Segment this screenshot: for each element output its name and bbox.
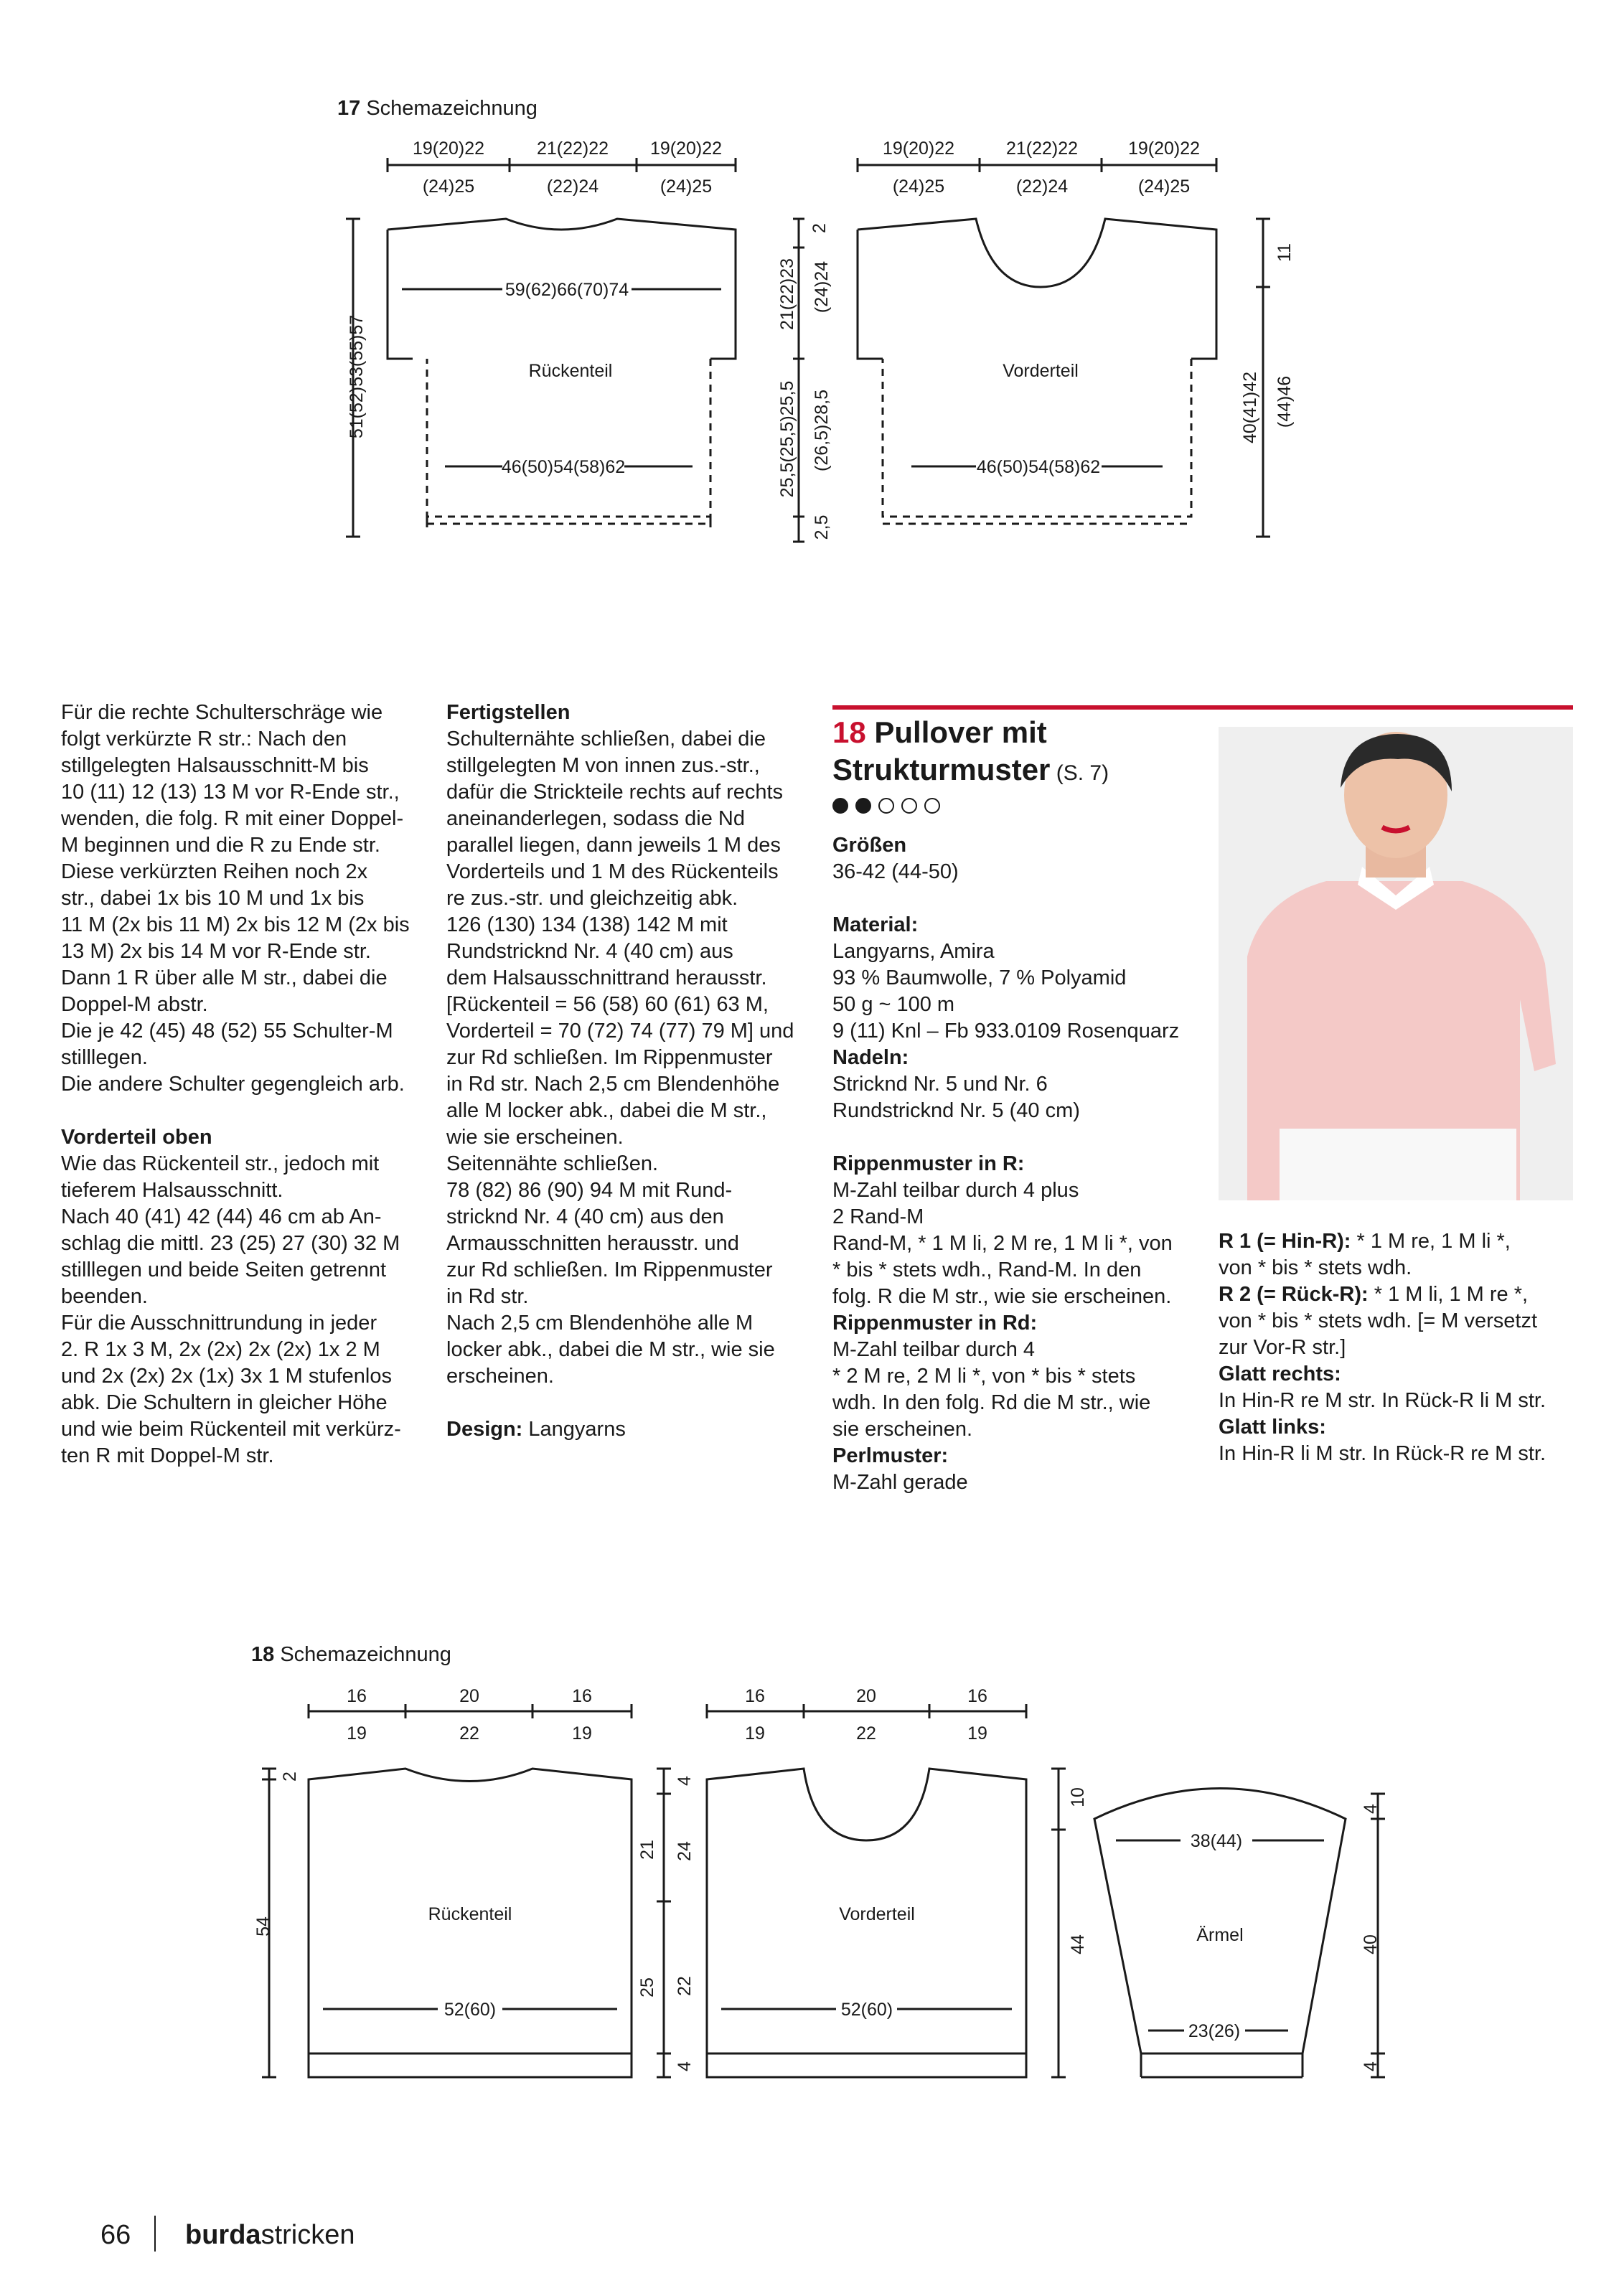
body-paragraph: In Hin-R re M str. In Rück-R li M str.: [1219, 1389, 1546, 1412]
section-heading: Material:: [832, 913, 919, 936]
d17-front-top1-a: 19(20)22: [882, 138, 955, 159]
d17-back-label: Rückenteil: [528, 361, 613, 381]
body-paragraph: Wie das Rückenteil str., jedoch mit tieferem Halsausschnitt. Nach 40 (41) 42 (44) 46 cm ab An- schlag die mittl. 23 (25) 27 (30) 32 M stilllegen und beide Seiten getrennt beenden. Für die Ausschnittrundung in jeder 2. R 1x 3 M, 2x (2x) 2x (2x) 1x 2 M und 2x (2x) 2x (1x) 3x 1 M stufenlos abk. Die Schultern in gleicher Höhe und wie beim Rückenteil mit verkürz- ten R mit Doppel-M str.: [61, 1152, 401, 1467]
d18-back-top2-a: 19: [347, 1723, 367, 1744]
footer-divider: [154, 2216, 156, 2252]
d17-mid-b: 21(22)23: [777, 258, 797, 331]
d17-front-label: Vorderteil: [1003, 361, 1079, 381]
d17-front-r1: 11: [1275, 243, 1295, 262]
d18-sleeve-top: 38(44): [1190, 1831, 1243, 1851]
d17-back-top2-a: (24)25: [422, 177, 475, 197]
d17-mid-a: 2: [809, 223, 830, 233]
d18-back-top1-a: 16: [347, 1686, 367, 1706]
section-heading: Vorderteil oben: [61, 1126, 212, 1149]
d18-back-label: Rückenteil: [428, 1904, 512, 1924]
d17-front-r3: (44)46: [1275, 375, 1295, 428]
d18-back-neck: 2: [280, 1772, 300, 1782]
d17-mid-c: (24)24: [812, 260, 832, 314]
d17-front-hem: 46(50)54(58)62: [976, 457, 1101, 477]
d18-sleeve-r2: 40: [1361, 1934, 1381, 1954]
diagram18-caption: 18 Schemazeichnung: [251, 1643, 451, 1666]
section-heading: Rippenmuster in Rd:: [832, 1312, 1038, 1335]
d18-mid-c: 24: [675, 1841, 695, 1861]
d17-mid-e: (26,5)28,5: [812, 390, 832, 471]
section-heading: Größen: [832, 834, 907, 857]
section-heading: Nadeln:: [832, 1046, 909, 1069]
d18-front-top1-a: 16: [745, 1686, 765, 1706]
d18-mid-a: 4: [675, 1776, 695, 1786]
d17-back-hem: 46(50)54(58)62: [501, 457, 626, 477]
d18-back-left: 54: [253, 1916, 273, 1937]
section-heading: Glatt links:: [1219, 1416, 1326, 1439]
inline-label: R 2 (= Rück-R):: [1219, 1283, 1369, 1306]
body-paragraph: In Hin-R li M str. In Rück-R re M str.: [1219, 1442, 1546, 1465]
section-heading: Rippenmuster in R:: [832, 1152, 1025, 1175]
d17-back-top1-c: 19(20)22: [649, 138, 723, 159]
d17-front-top1-b: 21(22)22: [1005, 138, 1079, 159]
inline-text: * 1 M li, 1 M re *, von * bis * stets wdh. [= M versetzt zur Vor-R str.]: [1219, 1283, 1538, 1359]
magazine-brand: burdastricken: [185, 2220, 355, 2250]
d18-front-top2-a: 19: [745, 1723, 765, 1744]
d18-front-top2-c: 19: [967, 1723, 987, 1744]
d18-front-r2: 44: [1068, 1934, 1088, 1954]
body-paragraph: M-Zahl gerade: [832, 1471, 968, 1494]
d18-front-top2-b: 22: [856, 1723, 876, 1744]
d17-back-top1-b: 21(22)22: [536, 138, 609, 159]
body-paragraph: Schulternähte schließen, dabei die stillgelegten M von innen zus.-str., dafür die Strickteile rechts auf rechts aneinanderlegen, sodass die Nd parallel liegen, dann jeweils 1 M des Vorderteils und 1 M des Rückenteils re zus.-str. und gleichzeitig abk. 126 (130) 134 (138) 142 M mit Rundstricknd Nr. 4 (40 cm) aus dem Halsausschnittrand herausstr. [Rückenteil = 56 (58) 60 (61) 63 M, Vorderteil = 70 (72) 74 (77) 79 M] und zur Rd schließen. Im Rippenmuster in Rd str. Nach 2,5 cm Blendenhöhe alle M locker abk., dabei die M str., wie sie erscheinen. Seitennähte schließen. 78 (82) 86 (90) 94 M mit Rund- stricknd Nr. 4 (40 cm) aus den Armausschnitten herausstr. und zur Rd schließen. Im Rippenmuster in Rd str. Nach 2,5 cm Blendenhöhe alle M locker abk., dabei die M str., wie sie erscheinen.: [446, 728, 794, 1388]
inline-text: * 1 M re, 1 M li *, von * bis * stets wdh.: [1219, 1230, 1511, 1279]
d17-mid-d: 25,5(25,5)25,5: [777, 380, 797, 498]
d17-back-top2-b: (22)24: [546, 177, 599, 197]
section-heading: Glatt rechts:: [1219, 1363, 1341, 1385]
d18-sleeve-bottom: 23(26): [1188, 2021, 1241, 2041]
inline-label: Design:: [446, 1418, 523, 1441]
body-paragraph: Stricknd Nr. 5 und Nr. 6 Rundstricknd Nr. 5 (40 cm): [832, 1073, 1080, 1122]
d18-sleeve-label: Ärmel: [1196, 1925, 1244, 1945]
d18-mid-f: 4: [675, 2061, 695, 2071]
d18-front-hem: 52(60): [840, 2000, 893, 2020]
inline-label: R 1 (= Hin-R):: [1219, 1230, 1351, 1253]
d17-front-top1-c: 19(20)22: [1127, 138, 1201, 159]
d17-back-width: 59(62)66(70)74: [504, 280, 629, 300]
d18-mid-b: 21: [637, 1840, 657, 1860]
d17-mid-f: 2,5: [812, 514, 832, 540]
d18-back-top1-b: 20: [459, 1686, 479, 1706]
d17-back-top2-c: (24)25: [660, 177, 713, 197]
d17-front-top2-b: (22)24: [1015, 177, 1069, 197]
page-number: 66: [100, 2220, 131, 2250]
d18-back-top2-c: 19: [572, 1723, 592, 1744]
pattern-title: 18 Pullover mit Strukturmuster (S. 7): [832, 715, 1109, 786]
d18-sleeve-r1: 4: [1361, 1804, 1381, 1814]
d18-back-top2-b: 22: [459, 1723, 479, 1744]
d17-front-top2-c: (24)25: [1137, 177, 1191, 197]
d18-front-top1-b: 20: [856, 1686, 876, 1706]
section-heading: Perlmuster:: [832, 1444, 949, 1467]
d17-back-top1-a: 19(20)22: [412, 138, 485, 159]
section-heading: Fertigstellen: [446, 701, 571, 724]
d17-back-left: 51(52)53(55)57: [347, 314, 367, 439]
d18-back-hem: 52(60): [443, 2000, 497, 2020]
d17-front-r2: 40(41)42: [1240, 371, 1260, 444]
inline-text: Langyarns: [522, 1418, 626, 1441]
body-paragraph: M-Zahl teilbar durch 4 * 2 M re, 2 M li *, von * bis * stets wdh. In den folg. Rd die M str., wie sie erscheinen.: [832, 1338, 1151, 1441]
body-paragraph: M-Zahl teilbar durch 4 plus 2 Rand-M Rand-M, * 1 M li, 2 M re, 1 M li *, von * bis * stets wdh., Rand-M. In den folg. R die M str., wie sie erscheinen.: [832, 1179, 1173, 1308]
d18-mid-e: 22: [675, 1976, 695, 1996]
body-paragraph: 36-42 (44-50): [832, 860, 959, 883]
d18-front-r1: 10: [1068, 1787, 1088, 1807]
d18-mid-d: 25: [637, 1977, 657, 1998]
body-paragraph: Für die rechte Schulterschräge wie folgt verkürzte R str.: Nach den stillgelegten Halsausschnitt-M bis 10 (11) 12 (13) 13 M vor R-Ende str., wenden, die folg. R mit einer Doppel- M beginnen und die R zu Ende str. Diese verkürzten Reihen noch 2x str., dabei 1x bis 10 M und 1x bis 11 M (2x bis 11 M) 2x bis 12 M (2x bis 13 M) 2x bis 14 M vor R-Ende str. Dann 1 R über alle M str., dabei die Doppel-M abstr. Die je 42 (45) 48 (52) 55 Schulter-M stilllegen. Die andere Schulter gegengleich arb.: [61, 701, 410, 1096]
d18-back-top1-c: 16: [572, 1686, 592, 1706]
d17-front-top2-a: (24)25: [892, 177, 945, 197]
d18-front-top1-c: 16: [967, 1686, 987, 1706]
diagram17-caption: 17 Schemazeichnung: [337, 97, 538, 120]
d18-sleeve-r3: 4: [1361, 2061, 1381, 2071]
body-paragraph: Langyarns, Amira 93 % Baumwolle, 7 % Polyamid 50 g ~ 100 m 9 (11) Knl – Fb 933.0109 Rosenquarz: [832, 940, 1180, 1043]
d18-front-label: Vorderteil: [839, 1904, 915, 1924]
